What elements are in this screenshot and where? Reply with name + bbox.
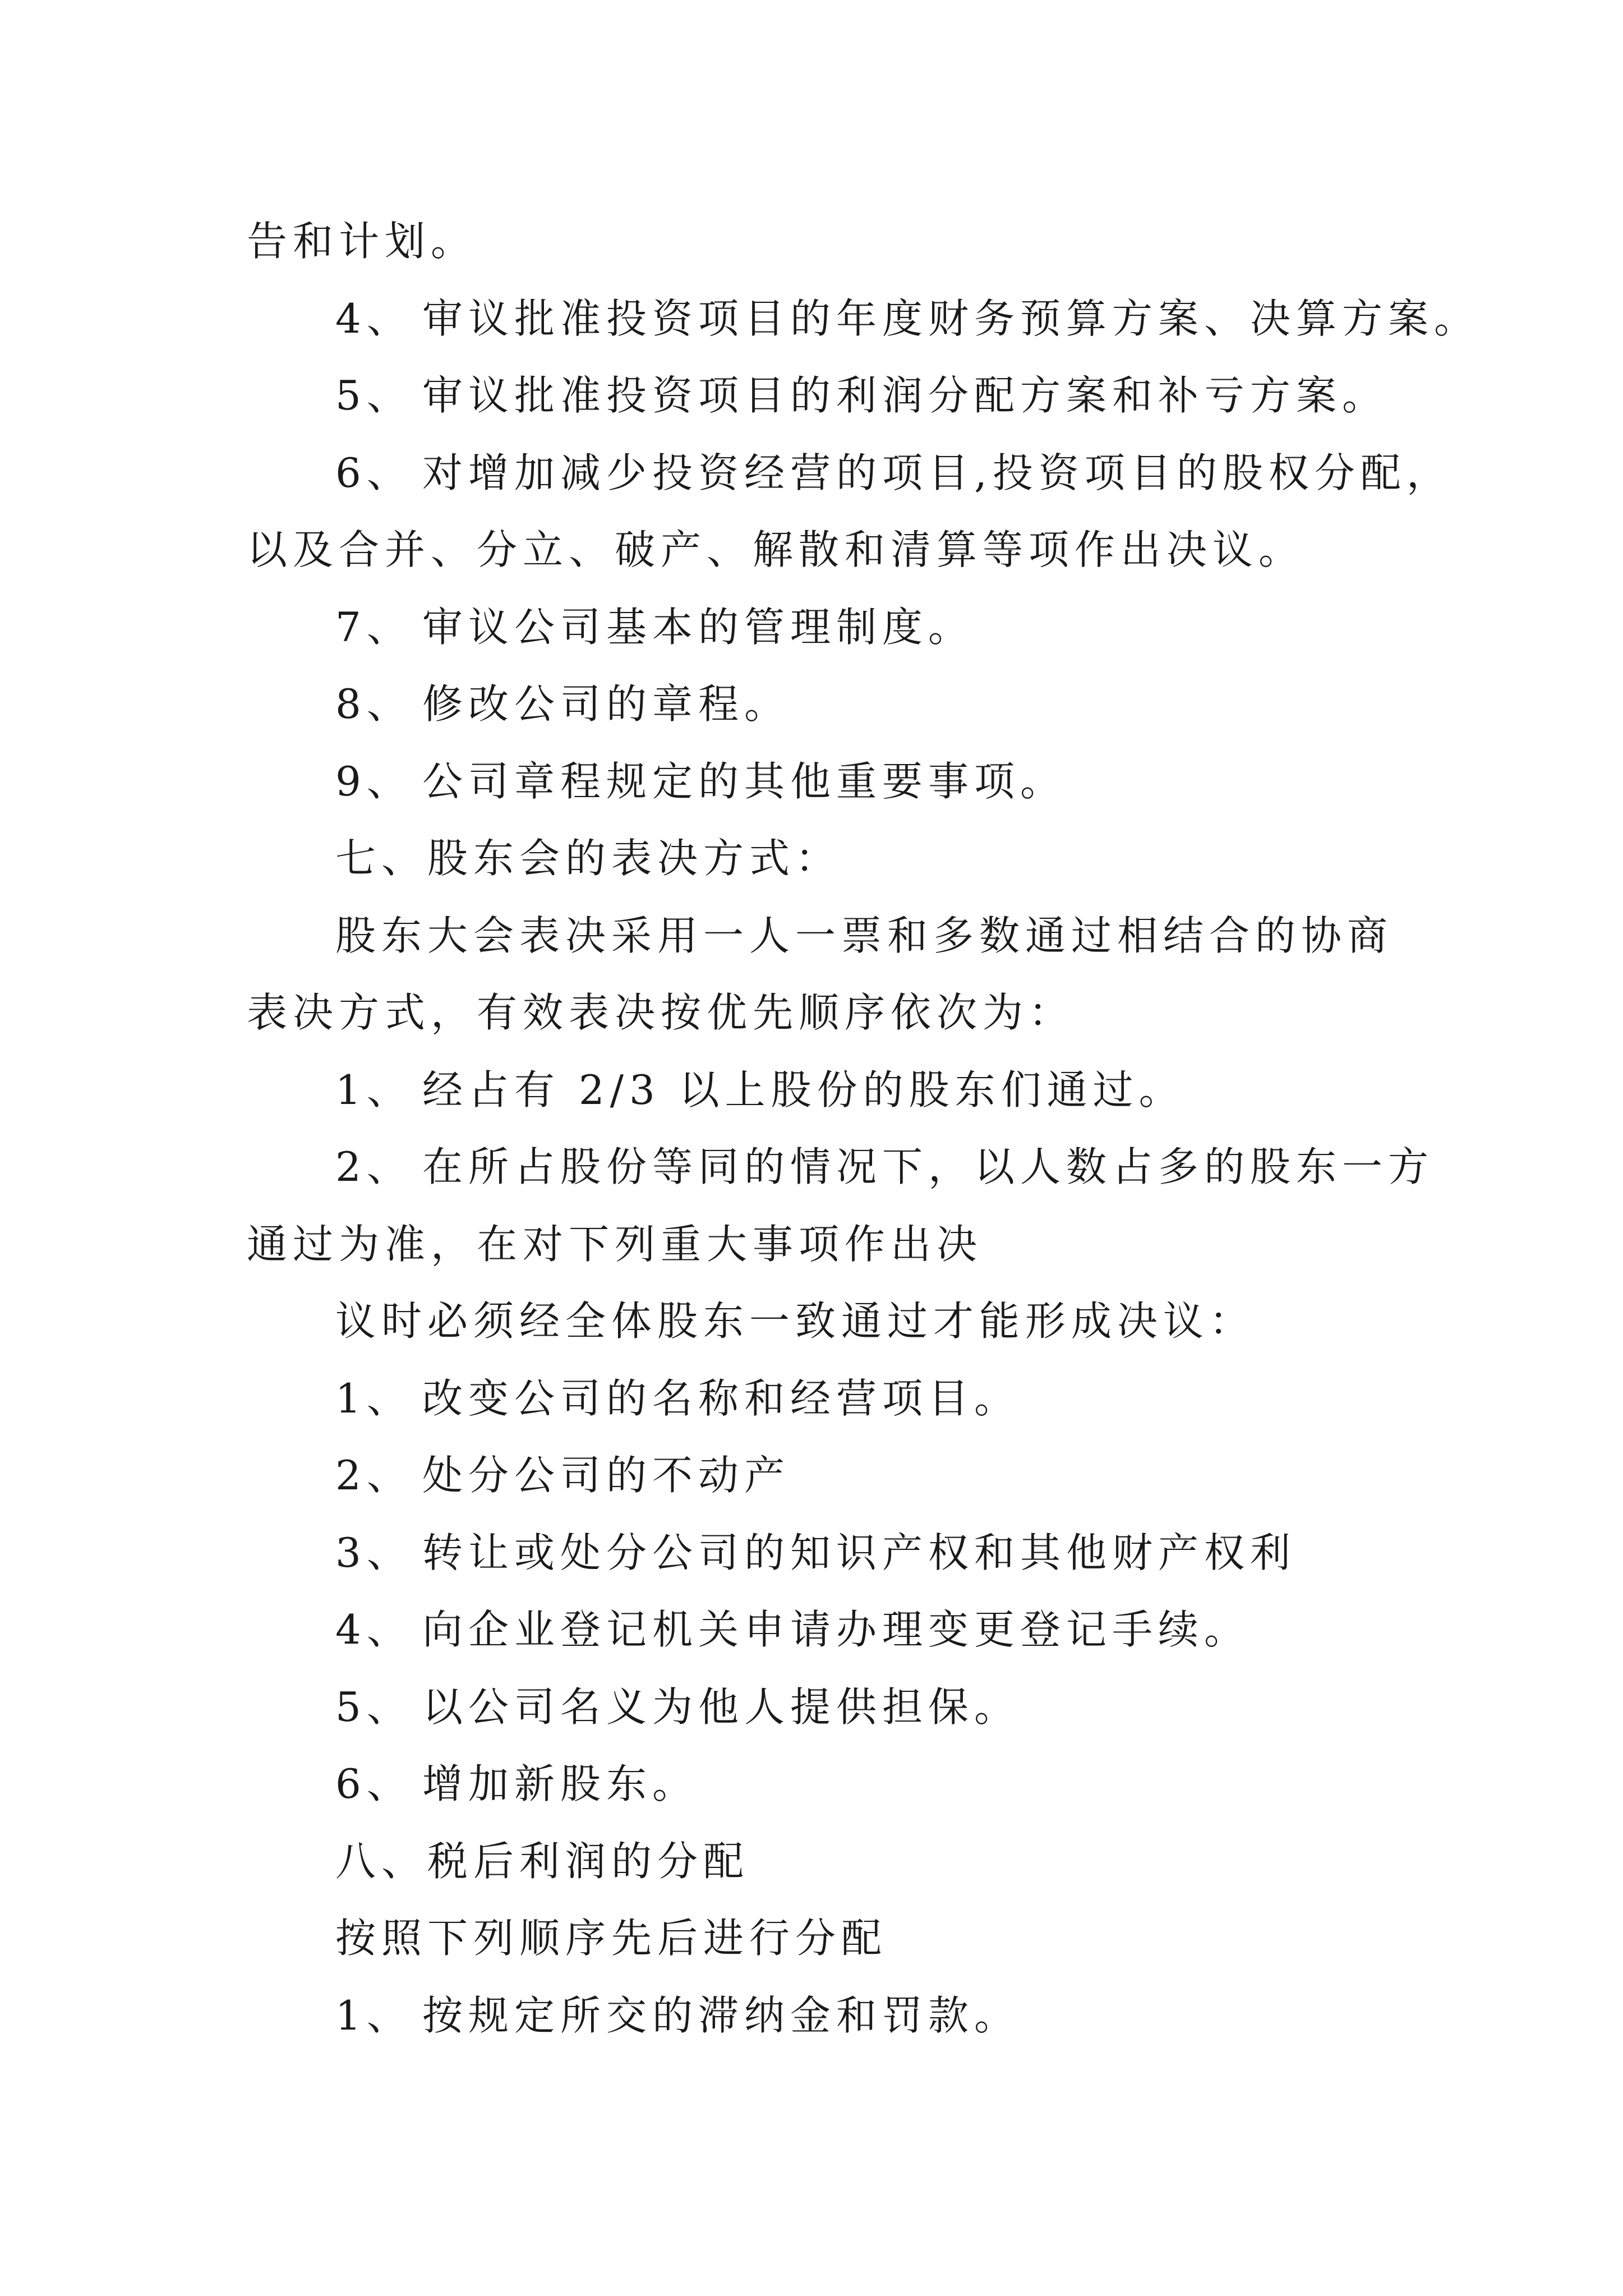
list-item bbox=[335, 1373, 1020, 1424]
section-heading bbox=[335, 833, 841, 884]
item-number: 4、 bbox=[335, 295, 413, 342]
text-line bbox=[247, 1219, 983, 1269]
list-item bbox=[335, 602, 974, 652]
list-item bbox=[335, 1065, 1185, 1115]
item-text: 以公司名义为他人提供担保。 bbox=[422, 1683, 1021, 1731]
text-line bbox=[247, 987, 1075, 1038]
item-text: 公司章程规定的其他重要事项。 bbox=[422, 758, 1067, 805]
item-text: 增加新股东。 bbox=[422, 1760, 699, 1807]
item-text: 向企业登记机关申请办理变更登记手续。 bbox=[422, 1606, 1251, 1653]
item-number: 2、 bbox=[335, 1452, 413, 1499]
line-text: 议时必须经全体股东一致通过才能形成决议： bbox=[335, 1297, 1256, 1345]
item-text: 经占有 2/3 以上股份的股东们通过。 bbox=[422, 1066, 1185, 1114]
list-item bbox=[335, 448, 1453, 498]
text-line bbox=[247, 524, 1304, 575]
item-text: 修改公司的章程。 bbox=[422, 680, 791, 728]
line-text: 按照下列顺序先后进行分配 bbox=[335, 1915, 888, 1962]
text-line bbox=[335, 1296, 1255, 1346]
list-item bbox=[335, 1759, 698, 1809]
item-text: 按规定所交的滞纳金和罚款。 bbox=[422, 1992, 1021, 2039]
list-item bbox=[335, 1682, 1020, 1732]
item-text: 审议批准投资项目的年度财务预算方案、决算方案。 bbox=[422, 295, 1481, 342]
line-text: 通过为准，在对下列重大事项作出决 bbox=[247, 1221, 983, 1268]
item-number: 1、 bbox=[335, 1375, 413, 1422]
item-number: 6、 bbox=[335, 449, 413, 496]
item-text: 改变公司的名称和经营项目。 bbox=[422, 1375, 1021, 1422]
item-text: 审议批准投资项目的利润分配方案和补亏方案。 bbox=[422, 372, 1389, 419]
list-item bbox=[335, 679, 790, 729]
item-number: 1、 bbox=[335, 1992, 413, 2039]
item-number: 9、 bbox=[335, 758, 413, 805]
item-number: 4、 bbox=[335, 1606, 413, 1653]
text-line bbox=[335, 1913, 887, 1963]
item-number: 8、 bbox=[335, 680, 413, 728]
line-text: 以及合并、分立、破产、解散和清算等项作出决议。 bbox=[247, 526, 1305, 573]
item-text: 处分公司的不动产 bbox=[422, 1452, 791, 1499]
item-text: 对增加减少投资经营的项目,投资项目的股权分配， bbox=[422, 449, 1453, 496]
list-item bbox=[335, 370, 1388, 421]
list-item bbox=[335, 1450, 790, 1501]
heading-text: 八、税后利润的分配 bbox=[335, 1838, 750, 1885]
line-text: 告和计划。 bbox=[247, 218, 477, 265]
list-item bbox=[335, 293, 1480, 344]
heading-text: 七、股东会的表决方式： bbox=[335, 835, 842, 882]
item-number: 2、 bbox=[335, 1143, 413, 1190]
text-line bbox=[247, 216, 477, 266]
section-heading bbox=[335, 1836, 749, 1887]
line-text: 股东大会表决采用一人一票和多数通过相结合的协商 bbox=[335, 912, 1394, 959]
list-item bbox=[335, 1604, 1250, 1655]
item-number: 7、 bbox=[335, 604, 413, 651]
item-number: 5、 bbox=[335, 372, 413, 419]
list-item bbox=[335, 756, 1066, 807]
item-number: 5、 bbox=[335, 1683, 413, 1731]
item-number: 3、 bbox=[335, 1529, 413, 1576]
item-text: 审议公司基本的管理制度。 bbox=[422, 604, 975, 651]
item-number: 1、 bbox=[335, 1066, 413, 1114]
list-item bbox=[335, 1990, 1020, 2041]
item-number: 6、 bbox=[335, 1760, 413, 1807]
line-text: 表决方式，有效表决按优先顺序依次为： bbox=[247, 989, 1075, 1036]
text-line bbox=[335, 910, 1393, 961]
list-item bbox=[335, 1527, 1296, 1578]
list-item bbox=[335, 1142, 1434, 1192]
item-text: 转让或处分公司的知识产权和其他财产权利 bbox=[422, 1529, 1297, 1576]
item-text: 在所占股份等同的情况下，以人数占多的股东一方 bbox=[422, 1143, 1435, 1190]
